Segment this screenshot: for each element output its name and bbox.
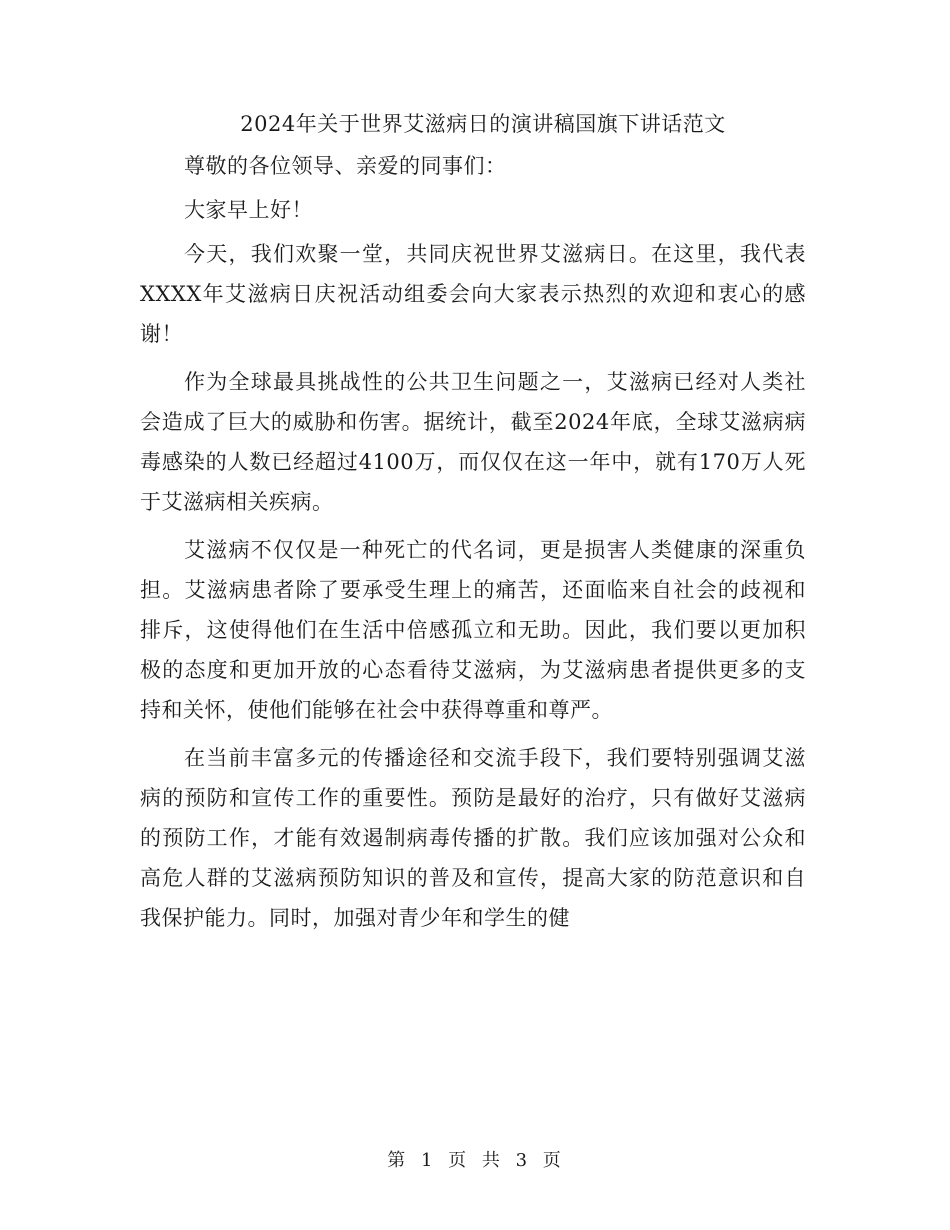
document-body (140, 100, 806, 946)
document-title: 2024年关于世界艾滋病日的演讲稿国旗下讲话范文 (240, 112, 726, 136)
paragraph-burden: 艾滋病不仅仅是一种死亡的代名词，更是损害人类健康的深重负担。艾滋病患者除了要承受生理上的痛苦，还面临来自社会的歧视和排斥，这使得他们在生活中倍感孤立和无助。因此，我们要以更加积极的态度和更加开放的心态看待艾滋病，为艾滋病患者提供更多的支持和关怀，使他们能够在社会中获得尊重和尊严。 (140, 538, 806, 722)
paragraph-welcome: 今天，我们欢聚一堂，共同庆祝世界艾滋病日。在这里，我代表XXXX年艾滋病日庆祝活动组委会向大家表示热烈的欢迎和衷心的感谢！ (140, 242, 806, 346)
salutation: 尊敬的各位领导、亲爱的同事们： (184, 154, 507, 178)
paragraph-prevention: 在当前丰富多元的传播途径和交流手段下，我们要特别强调艾滋病的预防和宣传工作的重要性。预防是最好的治疗，只有做好艾滋病的预防工作，才能有效遏制病毒传播的扩散。我们应该加强对公众和高危人群的艾滋病预防知识的普及和宣传，提高大家的防范意识和自我保护能力。同时，加强对青少年和学生的健 (140, 746, 806, 930)
greeting: 大家早上好！ (184, 198, 313, 222)
paragraph-statistics: 作为全球最具挑战性的公共卫生问题之一，艾滋病已经对人类社会造成了巨大的威胁和伤害。据统计，截至2024年底，全球艾滋病病毒感染的人数已经超过4100万，而仅仅在这一年中，就有170万人死于艾滋病相关疾病。 (140, 370, 806, 514)
page-number-footer: 第 1 页 共 3 页 (387, 1150, 563, 1171)
